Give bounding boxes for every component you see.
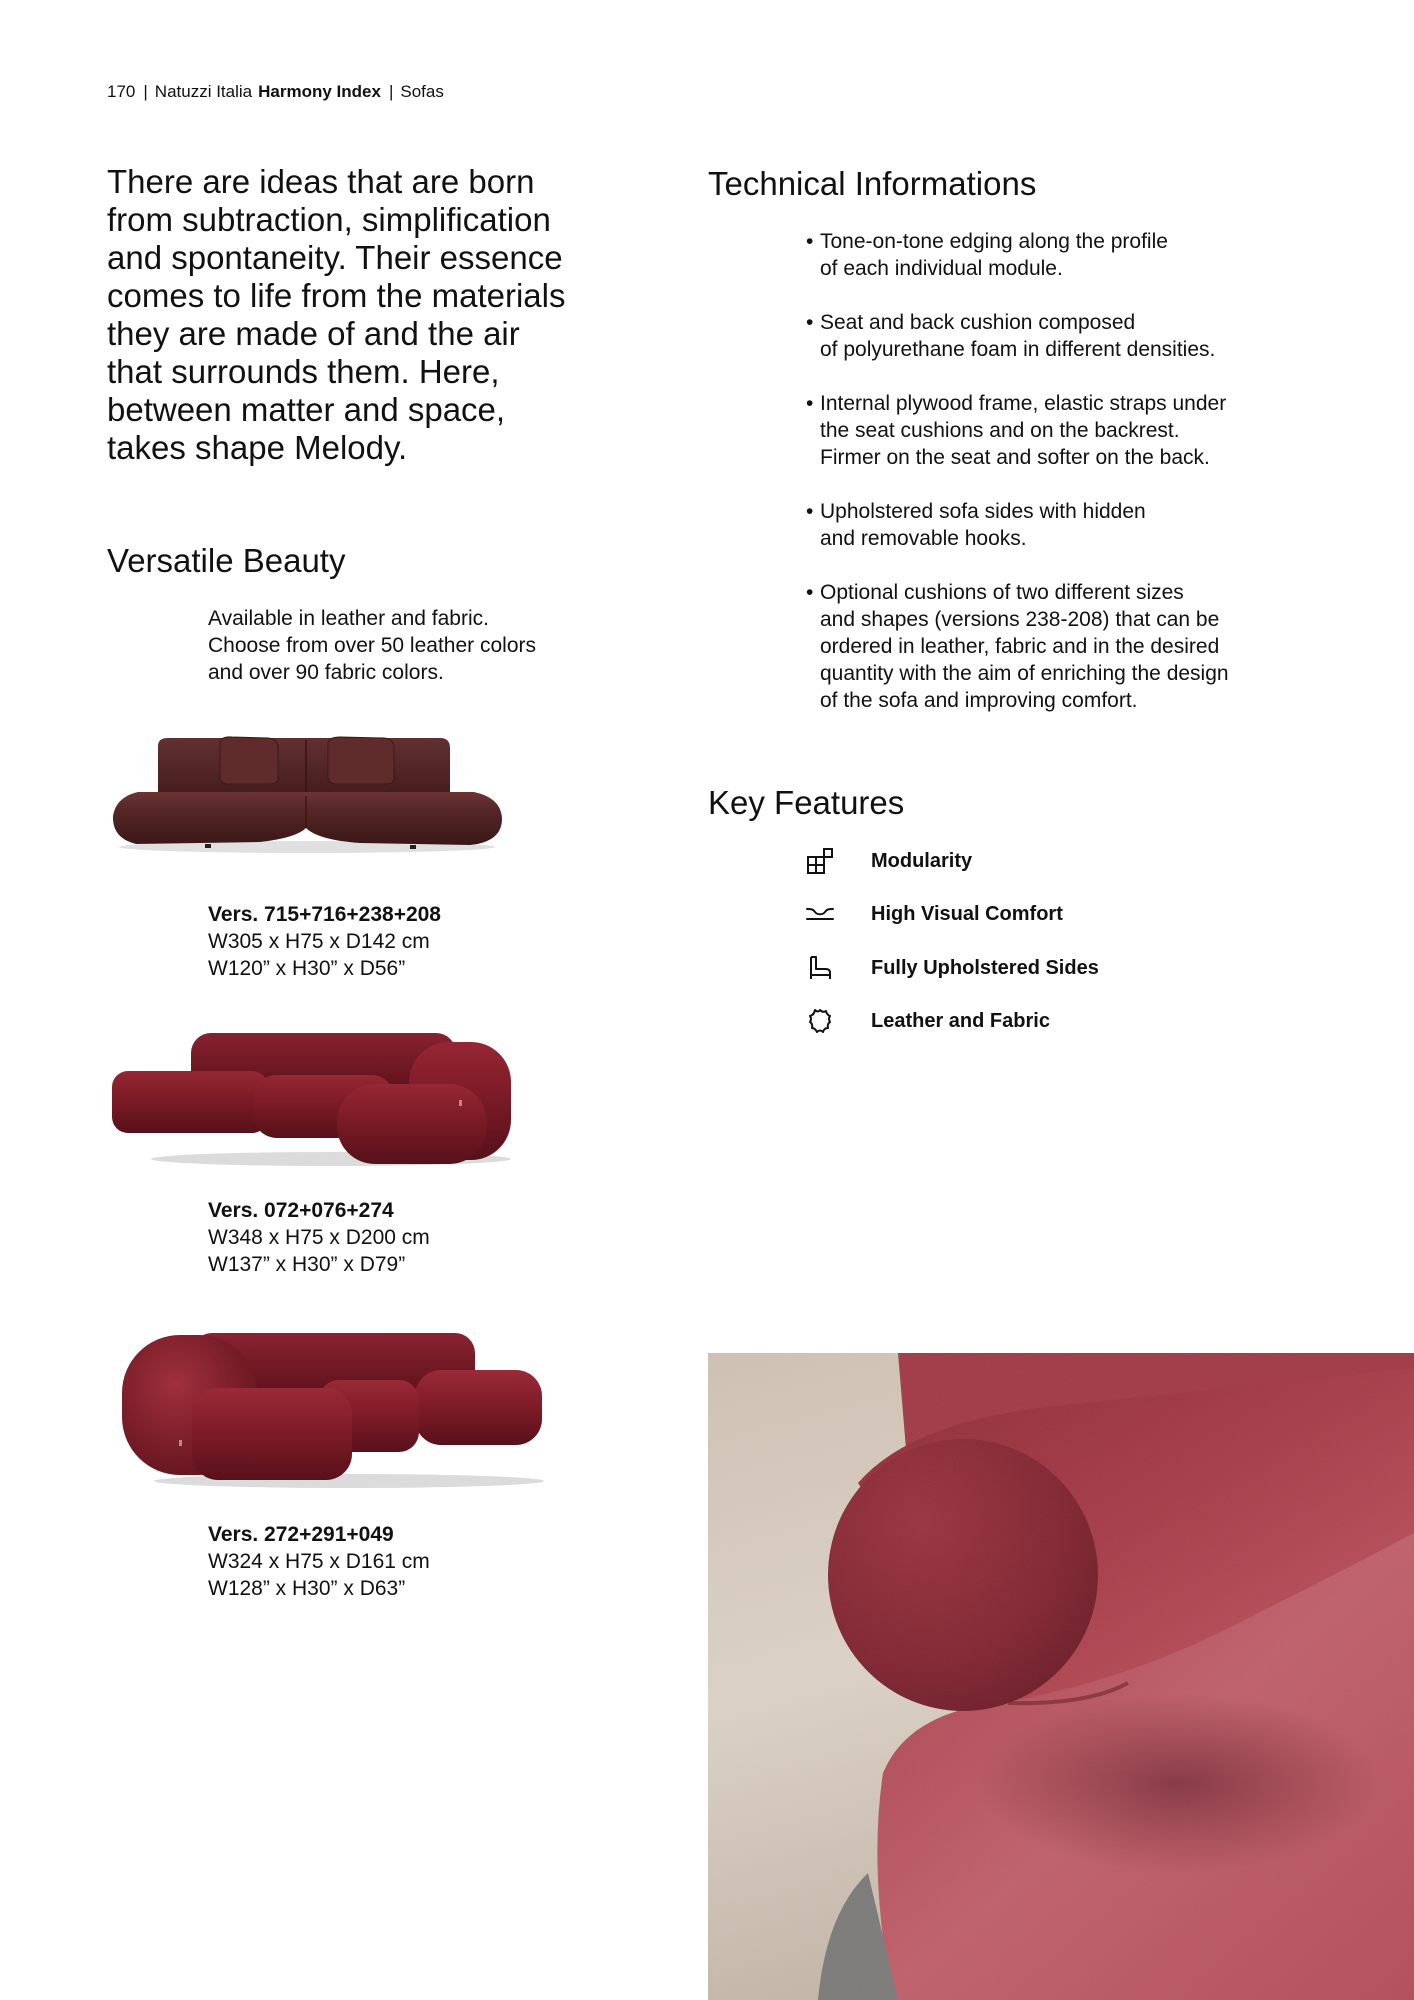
sofa-image-fabric-corner	[111, 1030, 514, 1167]
product-dimensions-imperial: W128” x H30” x D63”	[208, 1577, 406, 1600]
list-item-line: Upholstered sofa sides with hidden	[820, 500, 1146, 523]
product-dimensions-metric: W324 x H75 x D161 cm	[208, 1550, 430, 1573]
feature-label: Modularity	[871, 850, 973, 872]
description-line: and over 90 fabric colors.	[208, 661, 444, 684]
intro-line: they are made of and the air	[107, 315, 520, 352]
leather-hide-icon	[806, 1007, 834, 1035]
feature-label: High Visual Comfort	[871, 903, 1063, 925]
upholstered-sides-icon	[806, 954, 834, 982]
section-name: Sofas	[400, 82, 444, 101]
sofa-closeup-photo	[708, 1353, 1414, 2000]
list-item-line: Firmer on the seat and softer on the back.	[820, 446, 1210, 469]
list-item-line: of polyurethane foam in different densities.	[820, 338, 1216, 361]
page-header	[107, 81, 444, 103]
header-separator	[143, 81, 147, 103]
bullet-dot	[806, 579, 813, 606]
intro-line: from subtraction, simplification	[107, 201, 551, 238]
bullet-dot	[806, 498, 813, 525]
list-item-line: ordered in leather, fabric and in the desired	[820, 635, 1220, 658]
bullet-dot	[806, 228, 813, 255]
page-number: 170	[107, 82, 136, 101]
list-item	[806, 228, 1229, 282]
list-item-line: and removable hooks.	[820, 527, 1027, 550]
versatile-beauty-heading: Versatile Beauty	[107, 542, 346, 579]
product-dimensions-metric: W305 x H75 x D142 cm	[208, 930, 430, 953]
list-item	[806, 579, 1229, 714]
bullet-dot	[806, 309, 813, 336]
feature-label: Fully Upholstered Sides	[871, 957, 1099, 979]
high-visual-comfort-icon	[806, 900, 834, 928]
intro-line: takes shape Melody.	[107, 429, 408, 466]
intro-line: There are ideas that are born	[107, 163, 535, 200]
description-line: Choose from over 50 leather colors	[208, 634, 536, 657]
description-line: Available in leather and fabric.	[208, 607, 489, 630]
bullet-dot	[806, 390, 813, 417]
product-version: Vers. 715+716+238+208	[208, 903, 441, 926]
list-item	[806, 498, 1229, 552]
modularity-icon	[806, 847, 834, 875]
product-version: Vers. 072+076+274	[208, 1199, 394, 1222]
list-item-line: the seat cushions and on the backrest.	[820, 419, 1180, 442]
key-features-heading: Key Features	[708, 784, 905, 821]
sofa-image-leather	[110, 734, 504, 854]
catalog-title: Harmony Index	[258, 82, 381, 101]
list-item-line: Optional cushions of two different sizes	[820, 581, 1184, 604]
list-item-line: quantity with the aim of enriching the design	[820, 662, 1229, 685]
list-item-line: Tone-on-tone edging along the profile	[820, 230, 1168, 253]
feature-label: Leather and Fabric	[871, 1010, 1050, 1032]
product-version: Vers. 272+291+049	[208, 1523, 394, 1546]
intro-line: and spontaneity. Their essence	[107, 239, 563, 276]
technical-info-list	[806, 228, 1229, 741]
list-item-line: of each individual module.	[820, 257, 1063, 280]
intro-paragraph	[107, 163, 566, 467]
list-item-line: Internal plywood frame, elastic straps under	[820, 392, 1227, 415]
sofa-image-fabric-chaise	[119, 1330, 544, 1489]
product-dimensions-imperial: W120” x H30” x D56”	[208, 957, 406, 980]
intro-line: between matter and space,	[107, 391, 506, 428]
intro-line: comes to life from the materials	[107, 277, 566, 314]
list-item	[806, 390, 1229, 471]
versatile-description	[208, 605, 536, 686]
header-separator	[389, 81, 393, 103]
list-item-line: of the sofa and improving comfort.	[820, 689, 1138, 712]
product-spec	[208, 1521, 430, 1602]
list-item-line: Seat and back cushion composed	[820, 311, 1136, 334]
product-dimensions-imperial: W137” x H30” x D79”	[208, 1253, 406, 1276]
product-spec	[208, 1197, 430, 1278]
product-spec	[208, 901, 441, 982]
list-item	[806, 309, 1229, 363]
product-dimensions-metric: W348 x H75 x D200 cm	[208, 1226, 430, 1249]
intro-line: that surrounds them. Here,	[107, 353, 500, 390]
list-item-line: and shapes (versions 238-208) that can be	[820, 608, 1220, 631]
brand-name: Natuzzi Italia	[154, 82, 253, 101]
technical-info-heading: Technical Informations	[708, 165, 1037, 202]
